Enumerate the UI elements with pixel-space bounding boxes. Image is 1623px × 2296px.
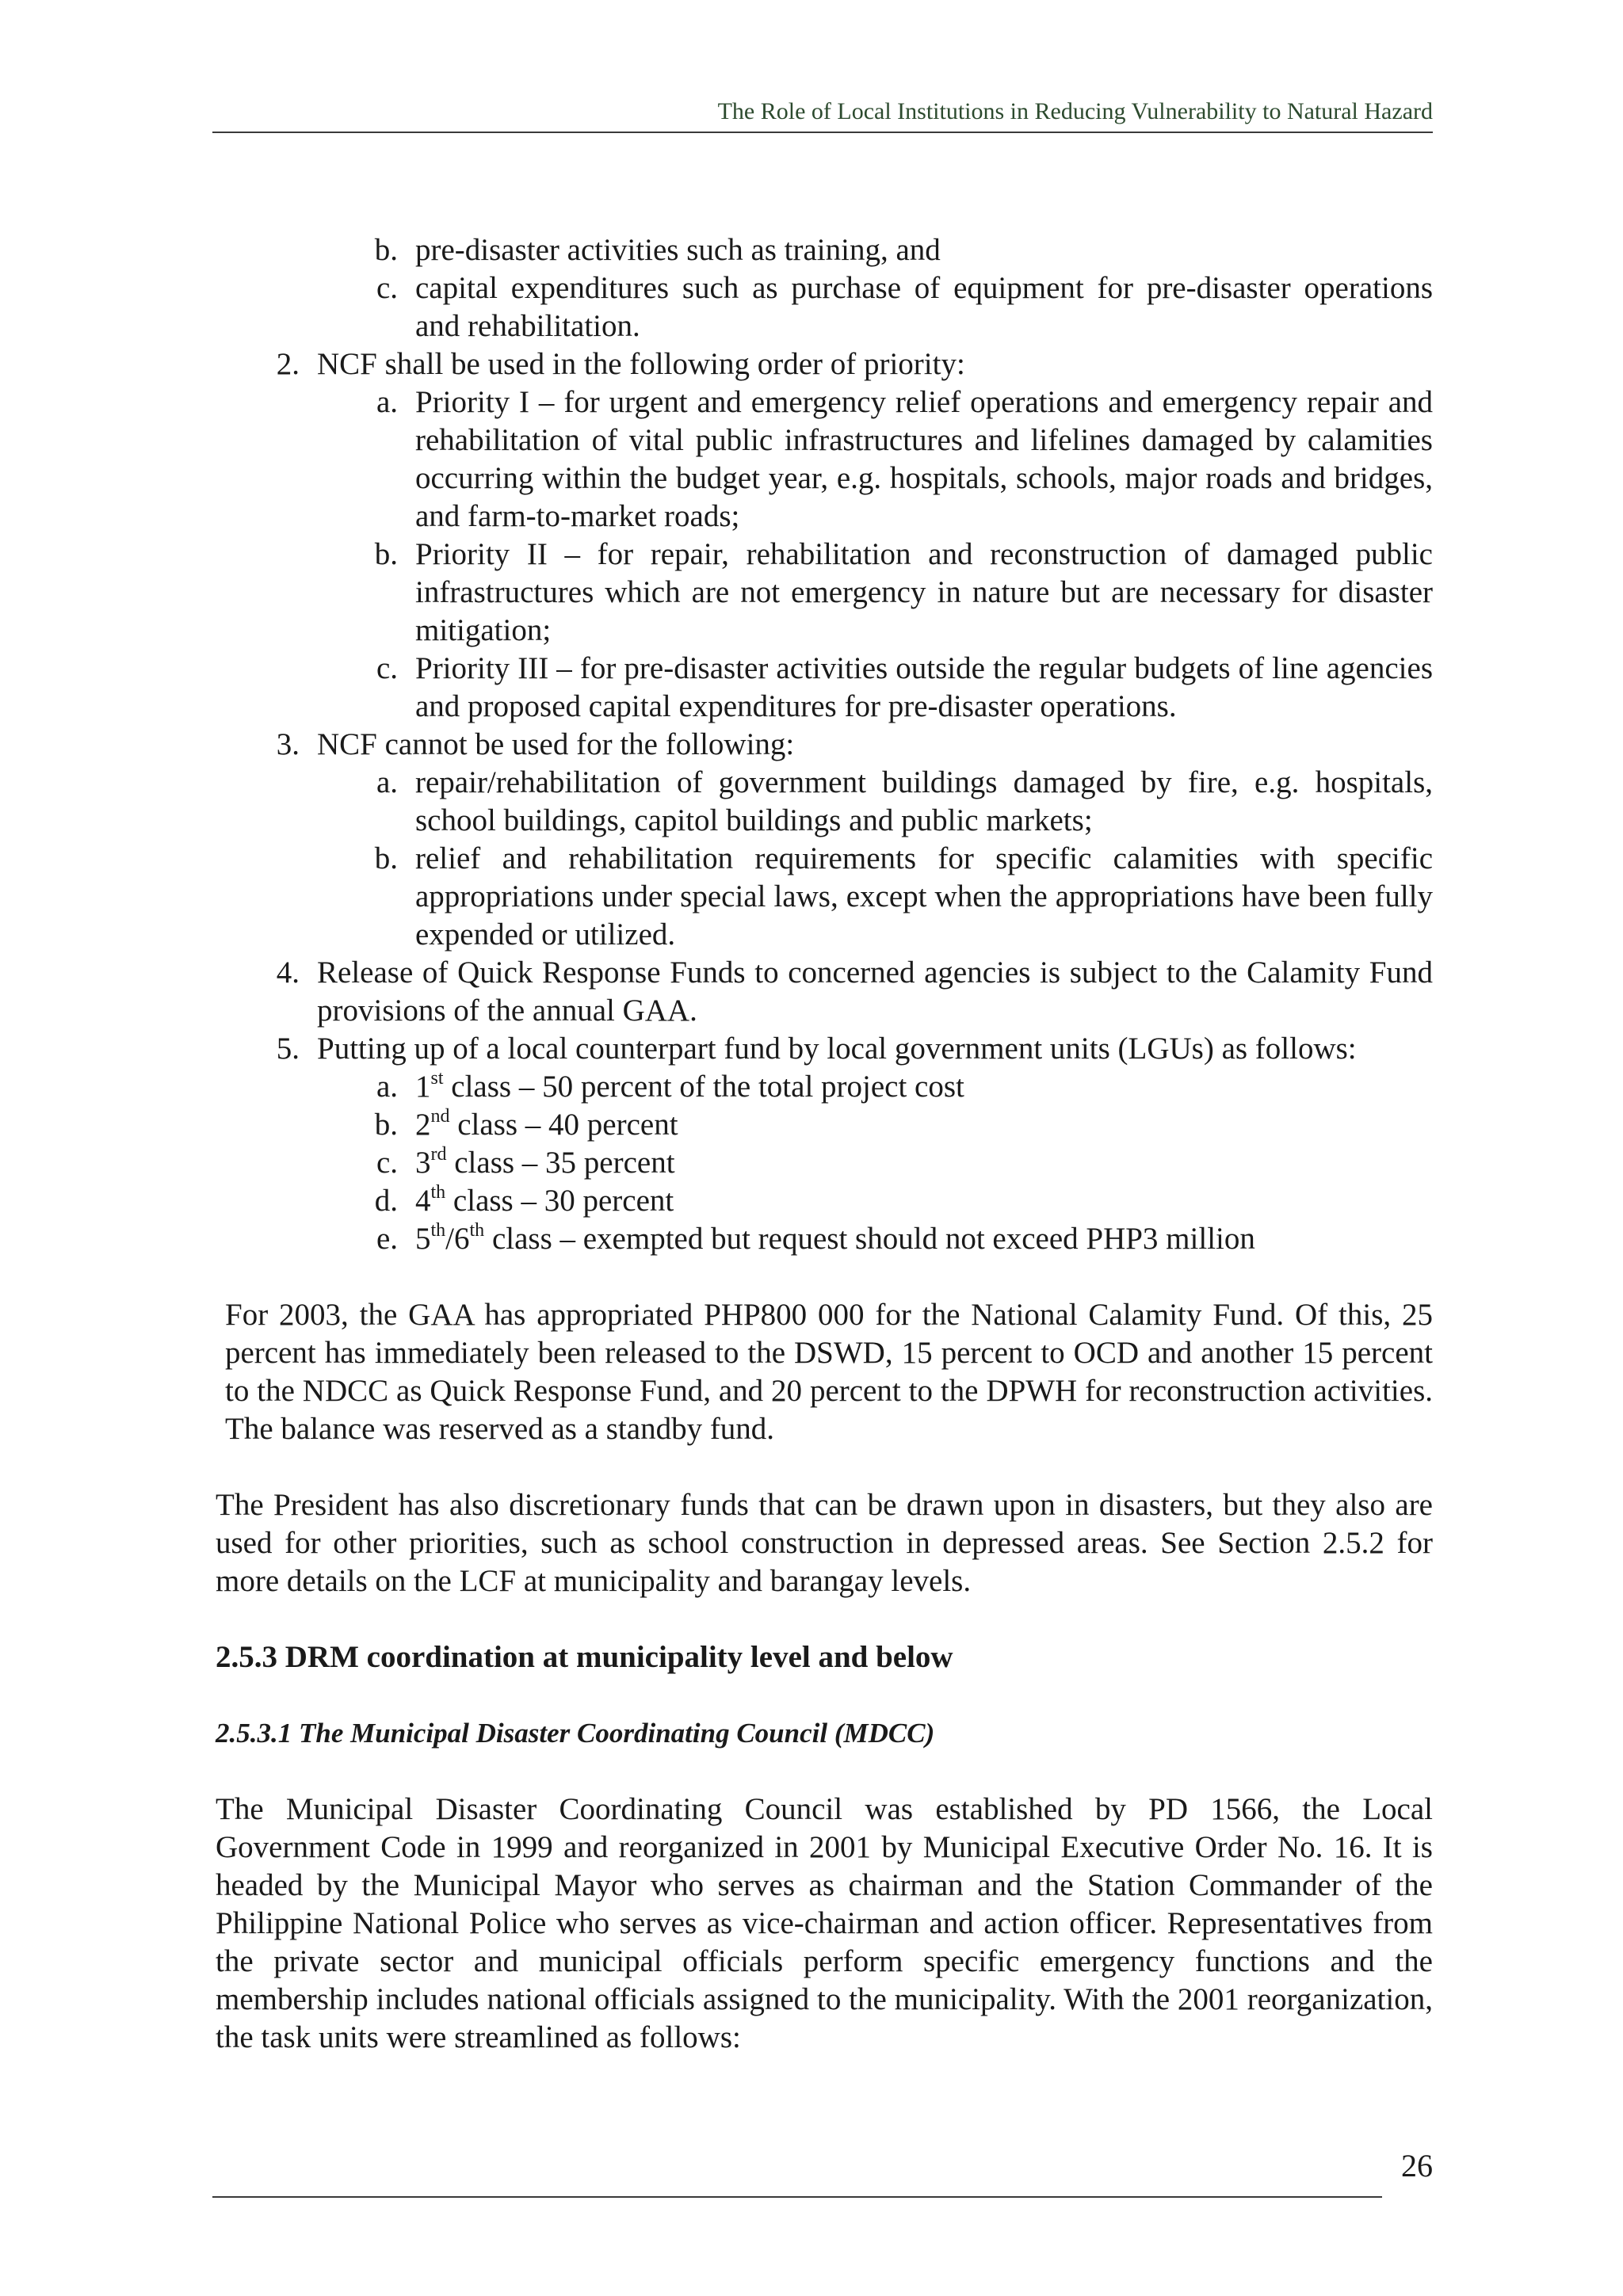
item-number: 5. — [276, 1032, 300, 1066]
item-text: Putting up of a local counterpart fund by local government units (LGUs) as follows: — [317, 1032, 1357, 1066]
list-item — [216, 383, 1433, 536]
list-item — [216, 840, 1433, 954]
class-description: class – 40 percent — [449, 1108, 678, 1142]
list-text: Priority III – for pre-disaster activities outside the regular budgets of line agencies and proposed capital expenditures for pre-disaster operations. — [415, 651, 1433, 723]
ordinal-suffix: rd — [430, 1144, 447, 1165]
paragraph-gaa-appropriation: For 2003, the GAA has appropriated PHP800 000 for the National Calamity Fund. Of this, 25 percent has immediately been released to the DSWD, 15 percent to OCD and another 15 percent to the NDCC as Quick Response Fund, and 20 percent to the DPWH for reconstruction activities. The balance was reserved as a standby fund. — [225, 1298, 1433, 1446]
list-label: a. — [376, 385, 398, 419]
list-item — [216, 1144, 1433, 1182]
paragraph-discretionary-funds: The President has also discretionary funds that can be drawn upon in disasters, but they also are used for other priorities, such as school construction in depressed areas. See Section 2.5.2 for more details on the LCF at municipality and barangay levels. — [216, 1488, 1433, 1598]
ordinal-suffix: th — [430, 1220, 446, 1241]
list-item — [216, 269, 1433, 345]
item-number: 4. — [276, 955, 300, 990]
list-label: e. — [376, 1222, 398, 1256]
list-label: a. — [376, 765, 398, 799]
list-label: d. — [374, 1184, 398, 1218]
list-label: a. — [376, 1070, 398, 1104]
list-text: repair/rehabilitation of government buildings damaged by fire, e.g. hospitals, school buildings, capitol buildings and public markets; — [415, 765, 1433, 837]
numbered-item — [216, 954, 1433, 1030]
list-label: b. — [374, 1108, 398, 1142]
class-number: 2 — [415, 1108, 431, 1142]
list-text — [415, 1106, 1433, 1144]
numbered-item — [216, 1030, 1433, 1068]
list-item — [216, 764, 1433, 840]
item-number: 2. — [276, 347, 300, 381]
ordinal-suffix: th — [469, 1220, 485, 1241]
class-description: class – 30 percent — [445, 1184, 674, 1218]
class-description: class – 35 percent — [446, 1146, 675, 1180]
page-number: 26 — [1401, 2148, 1433, 2183]
item-text: Release of Quick Response Funds to concerned agencies is subject to the Calamity Fund provisions of the annual GAA. — [317, 955, 1433, 1028]
ordinal-suffix: st — [430, 1068, 444, 1089]
list-text — [415, 1068, 1433, 1106]
section-heading: 2.5.3 DRM coordination at municipality level and below — [216, 1640, 953, 1674]
subsection-heading: 2.5.3.1 The Municipal Disaster Coordinating Council (MDCC) — [216, 1718, 935, 1749]
list-item — [216, 231, 1433, 269]
list-label: c. — [376, 271, 398, 305]
list-item — [216, 650, 1433, 726]
class-separator: /6 — [445, 1222, 470, 1256]
numbered-item — [216, 345, 1433, 383]
list-text — [415, 1220, 1433, 1258]
list-text — [415, 1144, 1433, 1182]
ordinal-suffix: th — [430, 1182, 446, 1203]
list-item — [216, 536, 1433, 650]
item-number: 3. — [276, 727, 300, 761]
class-number: 1 — [415, 1070, 431, 1104]
ordinal-suffix: nd — [430, 1106, 450, 1127]
item-text: NCF shall be used in the following order of priority: — [317, 347, 965, 381]
list-label: b. — [374, 233, 398, 267]
list-item — [216, 1068, 1433, 1106]
class-number: 3 — [415, 1146, 431, 1180]
list-label: b. — [374, 537, 398, 571]
list-text: Priority II – for repair, rehabilitation and reconstruction of damaged public infrastructures which are not emergency in nature but are necessary for disaster mitigation; — [415, 537, 1433, 647]
class-description: class – 50 percent of the total project cost — [443, 1070, 964, 1104]
list-text: relief and rehabilitation requirements for specific calamities with specific appropriations under special laws, except when the appropriations have been fully expended or utilized. — [415, 841, 1433, 952]
class-number: 4 — [415, 1184, 431, 1218]
list-text — [415, 1182, 1433, 1220]
class-description: class – exempted but request should not exceed PHP3 million — [484, 1222, 1255, 1256]
running-header: The Role of Local Institutions in Reducing Vulnerability to Natural Hazard — [717, 98, 1433, 124]
list-item — [216, 1106, 1433, 1144]
item-text: NCF cannot be used for the following: — [317, 727, 795, 761]
paragraph-mdcc: The Municipal Disaster Coordinating Council was established by PD 1566, the Local Government Code in 1999 and reorganized in 2001 by Municipal Executive Order No. 16. It is headed by the Municipal Mayor who serves as chairman and the Station Commander of the Philippine National Police who serves as vice-chairman and action officer. Representatives from the private sector and municipal officials perform specific emergency functions and the membership includes national officials assigned to the municipality. With the 2001 reorganization, the task units were streamlined as follows: — [216, 1792, 1433, 2054]
list-label: c. — [376, 1146, 398, 1180]
page-body — [216, 231, 1433, 2057]
list-label: b. — [374, 841, 398, 875]
footer-rule — [212, 2196, 1382, 2198]
list-label: c. — [376, 651, 398, 685]
header-rule — [212, 132, 1433, 133]
list-text: capital expenditures such as purchase of equipment for pre-disaster operations and rehabilitation. — [415, 271, 1433, 343]
list-text: pre-disaster activities such as training, and — [415, 233, 941, 267]
class-number: 5 — [415, 1222, 431, 1256]
numbered-item — [216, 726, 1433, 764]
list-text: Priority I – for urgent and emergency relief operations and emergency repair and rehabilitation of vital public infrastructures and lifelines damaged by calamities occurring within the budget year, e.g. hospitals, schools, major roads and bridges, and farm-to-market roads; — [415, 385, 1433, 533]
list-item — [216, 1182, 1433, 1220]
list-item — [216, 1220, 1433, 1258]
